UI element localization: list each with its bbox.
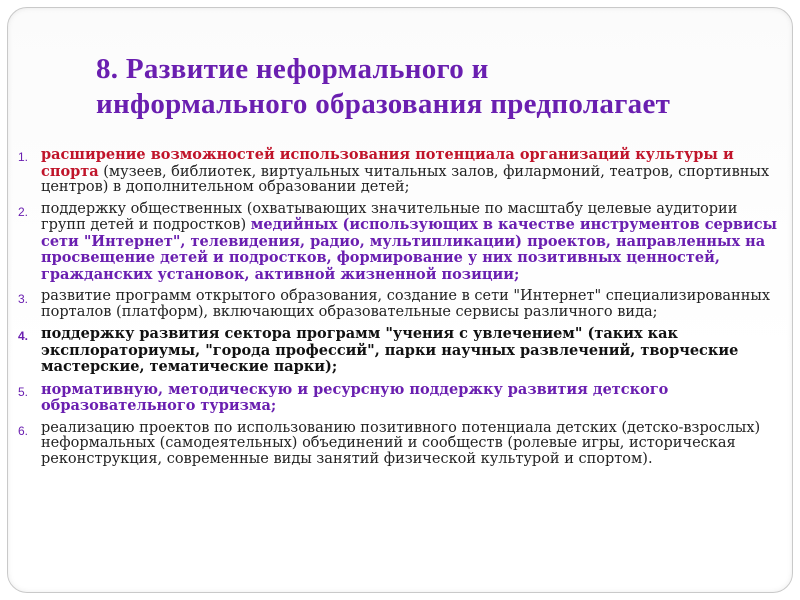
list-item-text [41,289,778,320]
list-item-text [41,421,778,468]
list-item-text [41,326,778,376]
item-2-text: поддержку общественных (охватывающих значительные по масштабу целевые аудитории групп детей и подростков) [41,200,738,233]
list-item [18,326,778,376]
item-3-text: развитие программ открытого образования, создание в сети "Интернет" специализированных порталов (платформ), включающих образовательные сервисы различного вида; [41,288,771,320]
list-number: 5. [18,384,29,399]
list-item-text [41,147,778,196]
list-item [18,147,778,196]
list-number: 4. [18,329,29,343]
list-item [18,202,778,284]
list-item-text [41,382,778,415]
item-4-text: поддержку развития сектора программ "учения с увлечением" (таких как эксплораториумы, "города профессий", парки научных развлечений, творческие мастерские, тематические парки); [41,325,739,375]
list-number: 2. [18,204,29,219]
list-item [18,421,778,468]
list-item [18,289,778,320]
list-item [18,382,778,415]
list-item-text [41,202,778,284]
list-number: 3. [18,292,29,306]
item-1-text: (музеев, библиотек, виртуальных читальных залов, филармоний, театров, спортивных центров) в дополнительном образовании детей; [41,163,770,195]
title-line-1: 8. Развитие неформального и [96,53,489,85]
item-1-highlight: расширение возможностей использования потенциала организаций культуры и спорта [41,146,734,180]
item-2-highlight: медийных (использующих в качестве инструментов сервисы сети "Интернет", телевидения, радио, мультипликации) проектов, направленных на просвещение детей и подростков, формирование у них позитивных ценностей, гражданских установок, активной жизненной позиции; [41,216,778,283]
slide-title [96,52,786,122]
slide-frame [7,7,793,593]
item-5-highlight: нормативную, методическую и ресурсную поддержку развития детского образовательного туризма; [41,380,669,414]
title-line-2: информального образования предполагает [96,88,671,120]
list-number: 6. [18,423,29,438]
numbered-list [18,147,778,473]
item-6-text: реализацию проектов по использованию позитивного потенциала детских (детско-взрослых) неформальных (самодеятельных) объединений и сообществ (ролевые игры, историческая реконструкция, современные виды занятий физической культурой и спортом). [41,419,761,467]
list-number: 1. [18,150,29,164]
